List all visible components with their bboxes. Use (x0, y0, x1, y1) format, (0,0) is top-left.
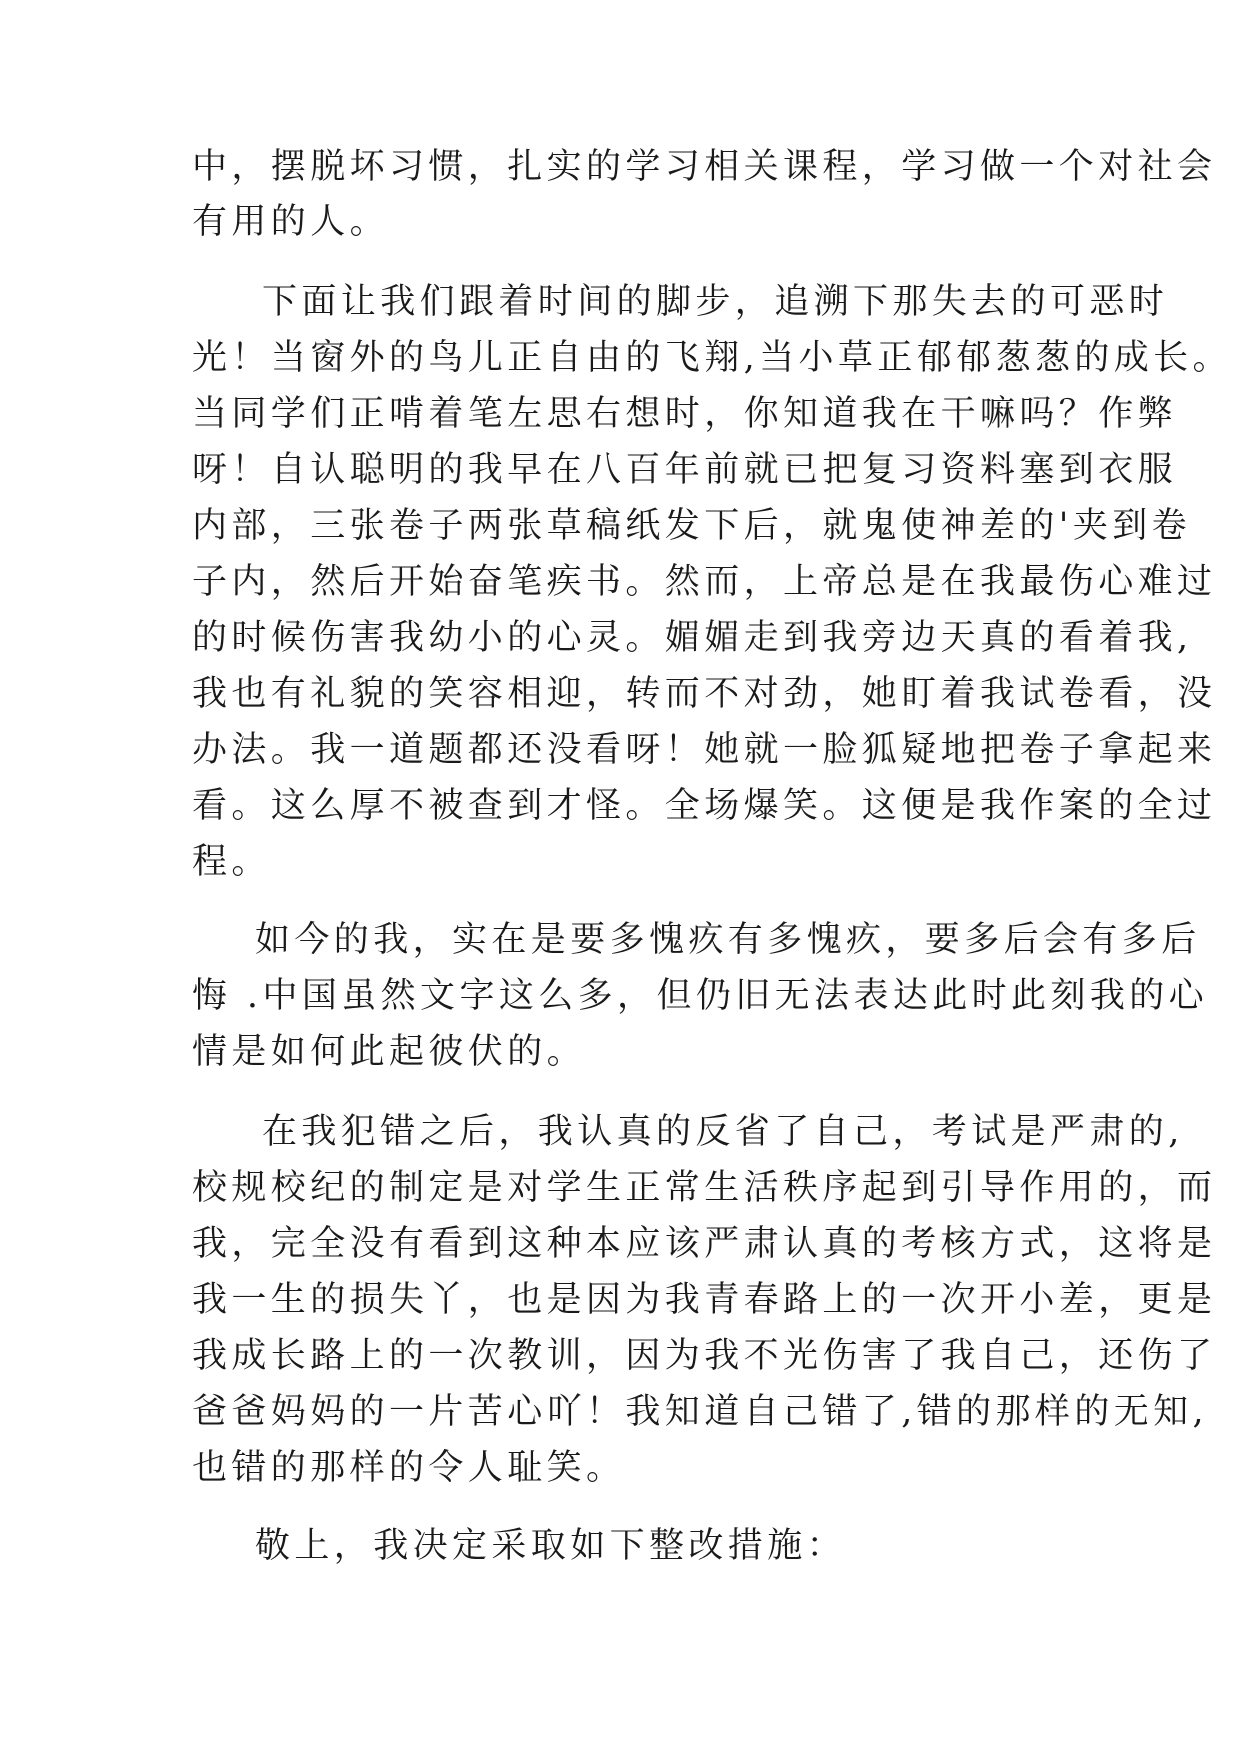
text-line: 呀！自认聪明的我早在八百年前就已把复习资料塞到衣服 (192, 450, 1178, 490)
text-line: 办法。我一道题都还没看呀！她就一脸狐疑地把卷子拿起来 (192, 730, 1217, 770)
text-line: 内部，三张卷子两张草稿纸发下后，就鬼使神差的'夹到卷 (192, 506, 1192, 546)
paragraph-start-line: 在我犯错之后，我认真的反省了自己，考试是严肃的, (262, 1112, 1184, 1152)
text-line: 爸爸妈妈的一片苦心吖！我知道自己错了,错的那样的无知, (192, 1392, 1209, 1432)
text-line: 校规校纪的制定是对学生正常生活秩序起到引导作用的，而 (192, 1168, 1217, 1208)
text-line: 看。这么厚不被查到才怪。全场爆笑。这便是我作案的全过 (192, 786, 1217, 826)
text-line: 也错的那样的令人耻笑。 (192, 1448, 626, 1488)
text-line: 子内，然后开始奋笔疾书。然而，上帝总是在我最伤心难过 (192, 562, 1217, 602)
text-line: 程。 (192, 842, 271, 882)
paragraph-start-line: 下面让我们跟着时间的脚步，追溯下那失去的可恶时 (262, 282, 1169, 322)
text-line: 的时候伤害我幼小的心灵。媚媚走到我旁边天真的看着我, (192, 618, 1193, 658)
text-line: 我，完全没有看到这种本应该严肃认真的考核方式，这将是 (192, 1224, 1217, 1264)
text-line: 我成长路上的一次教训，因为我不光伤害了我自己，还伤了 (192, 1336, 1217, 1376)
text-line: 有用的人。 (192, 202, 390, 242)
paragraph-start-line: 敬上，我决定采取如下整改措施： (255, 1526, 847, 1566)
paragraph-start-line: 如今的我，实在是要多愧疚有多愧疚，要多后会有多后 (255, 920, 1201, 960)
text-line: 中，摆脱坏习惯，扎实的学习相关课程，学习做一个对社会 (192, 147, 1217, 187)
text-line: 我一生的损失丫，也是因为我青春路上的一次开小差，更是 (192, 1280, 1217, 1320)
text-line: 悔 .中国虽然文字这么多，但仍旧无法表达此时此刻我的心 (192, 976, 1209, 1016)
text-line: 我也有礼貌的笑容相迎，转而不对劲，她盯着我试卷看，没 (192, 674, 1217, 714)
text-line: 当同学们正啃着笔左思右想时，你知道我在干嘛吗？作弊 (192, 394, 1178, 434)
text-line: 情是如何此起彼伏的。 (192, 1032, 587, 1072)
text-line: 光！当窗外的鸟儿正自由的飞翔,当小草正郁郁葱葱的成长。 (192, 338, 1232, 378)
